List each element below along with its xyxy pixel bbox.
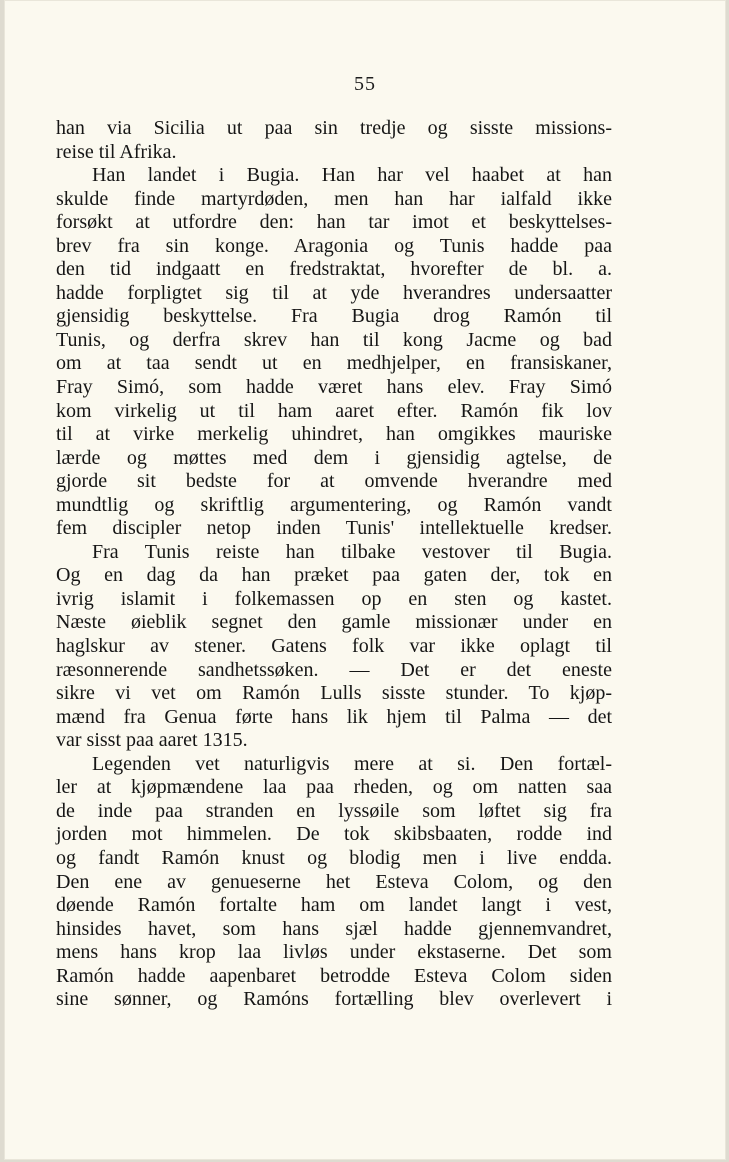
text-line: Ramón hadde aapenbaret betrodde Esteva Colom siden <box>56 964 612 987</box>
text-line: jorden mot himmelen. De tok skibsbaaten, rodde ind <box>56 823 612 846</box>
text-line: Han landet i Bugia. Han har vel haabet at han <box>92 164 612 187</box>
text-line: gjorde sit bedste for at omvende hverandre med <box>56 470 612 493</box>
text-line: ræsonnerende sandhetssøken. — Det er det eneste <box>56 658 612 681</box>
text-line: sine sønner, og Ramóns fortælling blev overlevert i <box>56 988 612 1011</box>
text-line: mundtlig og skriftlig argumentering, og Ramón vandt <box>56 493 612 516</box>
book-page <box>4 0 726 1160</box>
text-line: Og en dag da han præket paa gaten der, tok en <box>56 564 612 587</box>
text-line: og fandt Ramón knust og blodig men i live endda. <box>56 846 612 869</box>
text-line: de inde paa stranden en lyssøile som løftet sig fra <box>56 799 612 822</box>
text-line: var sisst paa aaret 1315. <box>56 729 248 752</box>
text-line: fem discipler netop inden Tunis' intellektuelle kredser. <box>56 517 612 540</box>
text-line: døende Ramón fortalte ham om landet langt i vest, <box>56 894 612 917</box>
text-line: lærde og møttes med dem i gjensidig agtelse, de <box>56 446 612 469</box>
text-line: mens hans krop laa livløs under ekstaserne. Det som <box>56 941 612 964</box>
text-line: sikre vi vet om Ramón Lulls sisste stunder. To kjøp- <box>56 682 612 705</box>
text-line: Legenden vet naturligvis mere at si. Den fortæl- <box>92 752 612 775</box>
body-text <box>56 117 612 1012</box>
text-line: den tid indgaatt en fredstraktat, hvorefter de bl. a. <box>56 258 612 281</box>
text-line: Fray Simó, som hadde været hans elev. Fray Simó <box>56 376 612 399</box>
text-line: haglskur av stener. Gatens folk var ikke oplagt til <box>56 635 612 658</box>
text-line: til at virke merkelig uhindret, han omgikkes mauriske <box>56 423 612 446</box>
text-line: Fra Tunis reiste han tilbake vestover til Bugia. <box>92 540 612 563</box>
text-line: ler at kjøpmændene laa paa rheden, og om natten saa <box>56 776 612 799</box>
page-number: 55 <box>354 73 376 95</box>
text-line: hadde forpligtet sig til at yde hverandres undersaatter <box>56 281 612 304</box>
text-line: gjensidig beskyttelse. Fra Bugia drog Ramón til <box>56 305 612 328</box>
text-line: kom virkelig ut til ham aaret efter. Ramón fik lov <box>56 399 612 422</box>
text-line: om at taa sendt ut en medhjelper, en fransiskaner, <box>56 352 612 375</box>
text-line: forsøkt at utfordre den: han tar imot et beskyttelses- <box>56 211 612 234</box>
text-line: han via Sicilia ut paa sin tredje og sisste missions- <box>56 117 612 139</box>
text-line: Tunis, og derfra skrev han til kong Jacme og bad <box>56 328 612 351</box>
text-line: hinsides havet, som hans sjæl hadde gjennemvandret, <box>56 917 612 940</box>
text-line: Næste øieblik segnet den gamle missionær under en <box>56 611 612 634</box>
text-line: skulde finde martyrdøden, men han har ialfald ikke <box>56 187 612 210</box>
text-line: ivrig islamit i folkemassen op en sten og kastet. <box>56 587 612 610</box>
text-line: mænd fra Genua førte hans lik hjem til Palma — det <box>56 705 612 728</box>
text-line: reise til Afrika. <box>56 140 177 163</box>
text-line: brev fra sin konge. Aragonia og Tunis hadde paa <box>56 234 612 257</box>
text-line: Den ene av genueserne het Esteva Colom, og den <box>56 870 612 893</box>
